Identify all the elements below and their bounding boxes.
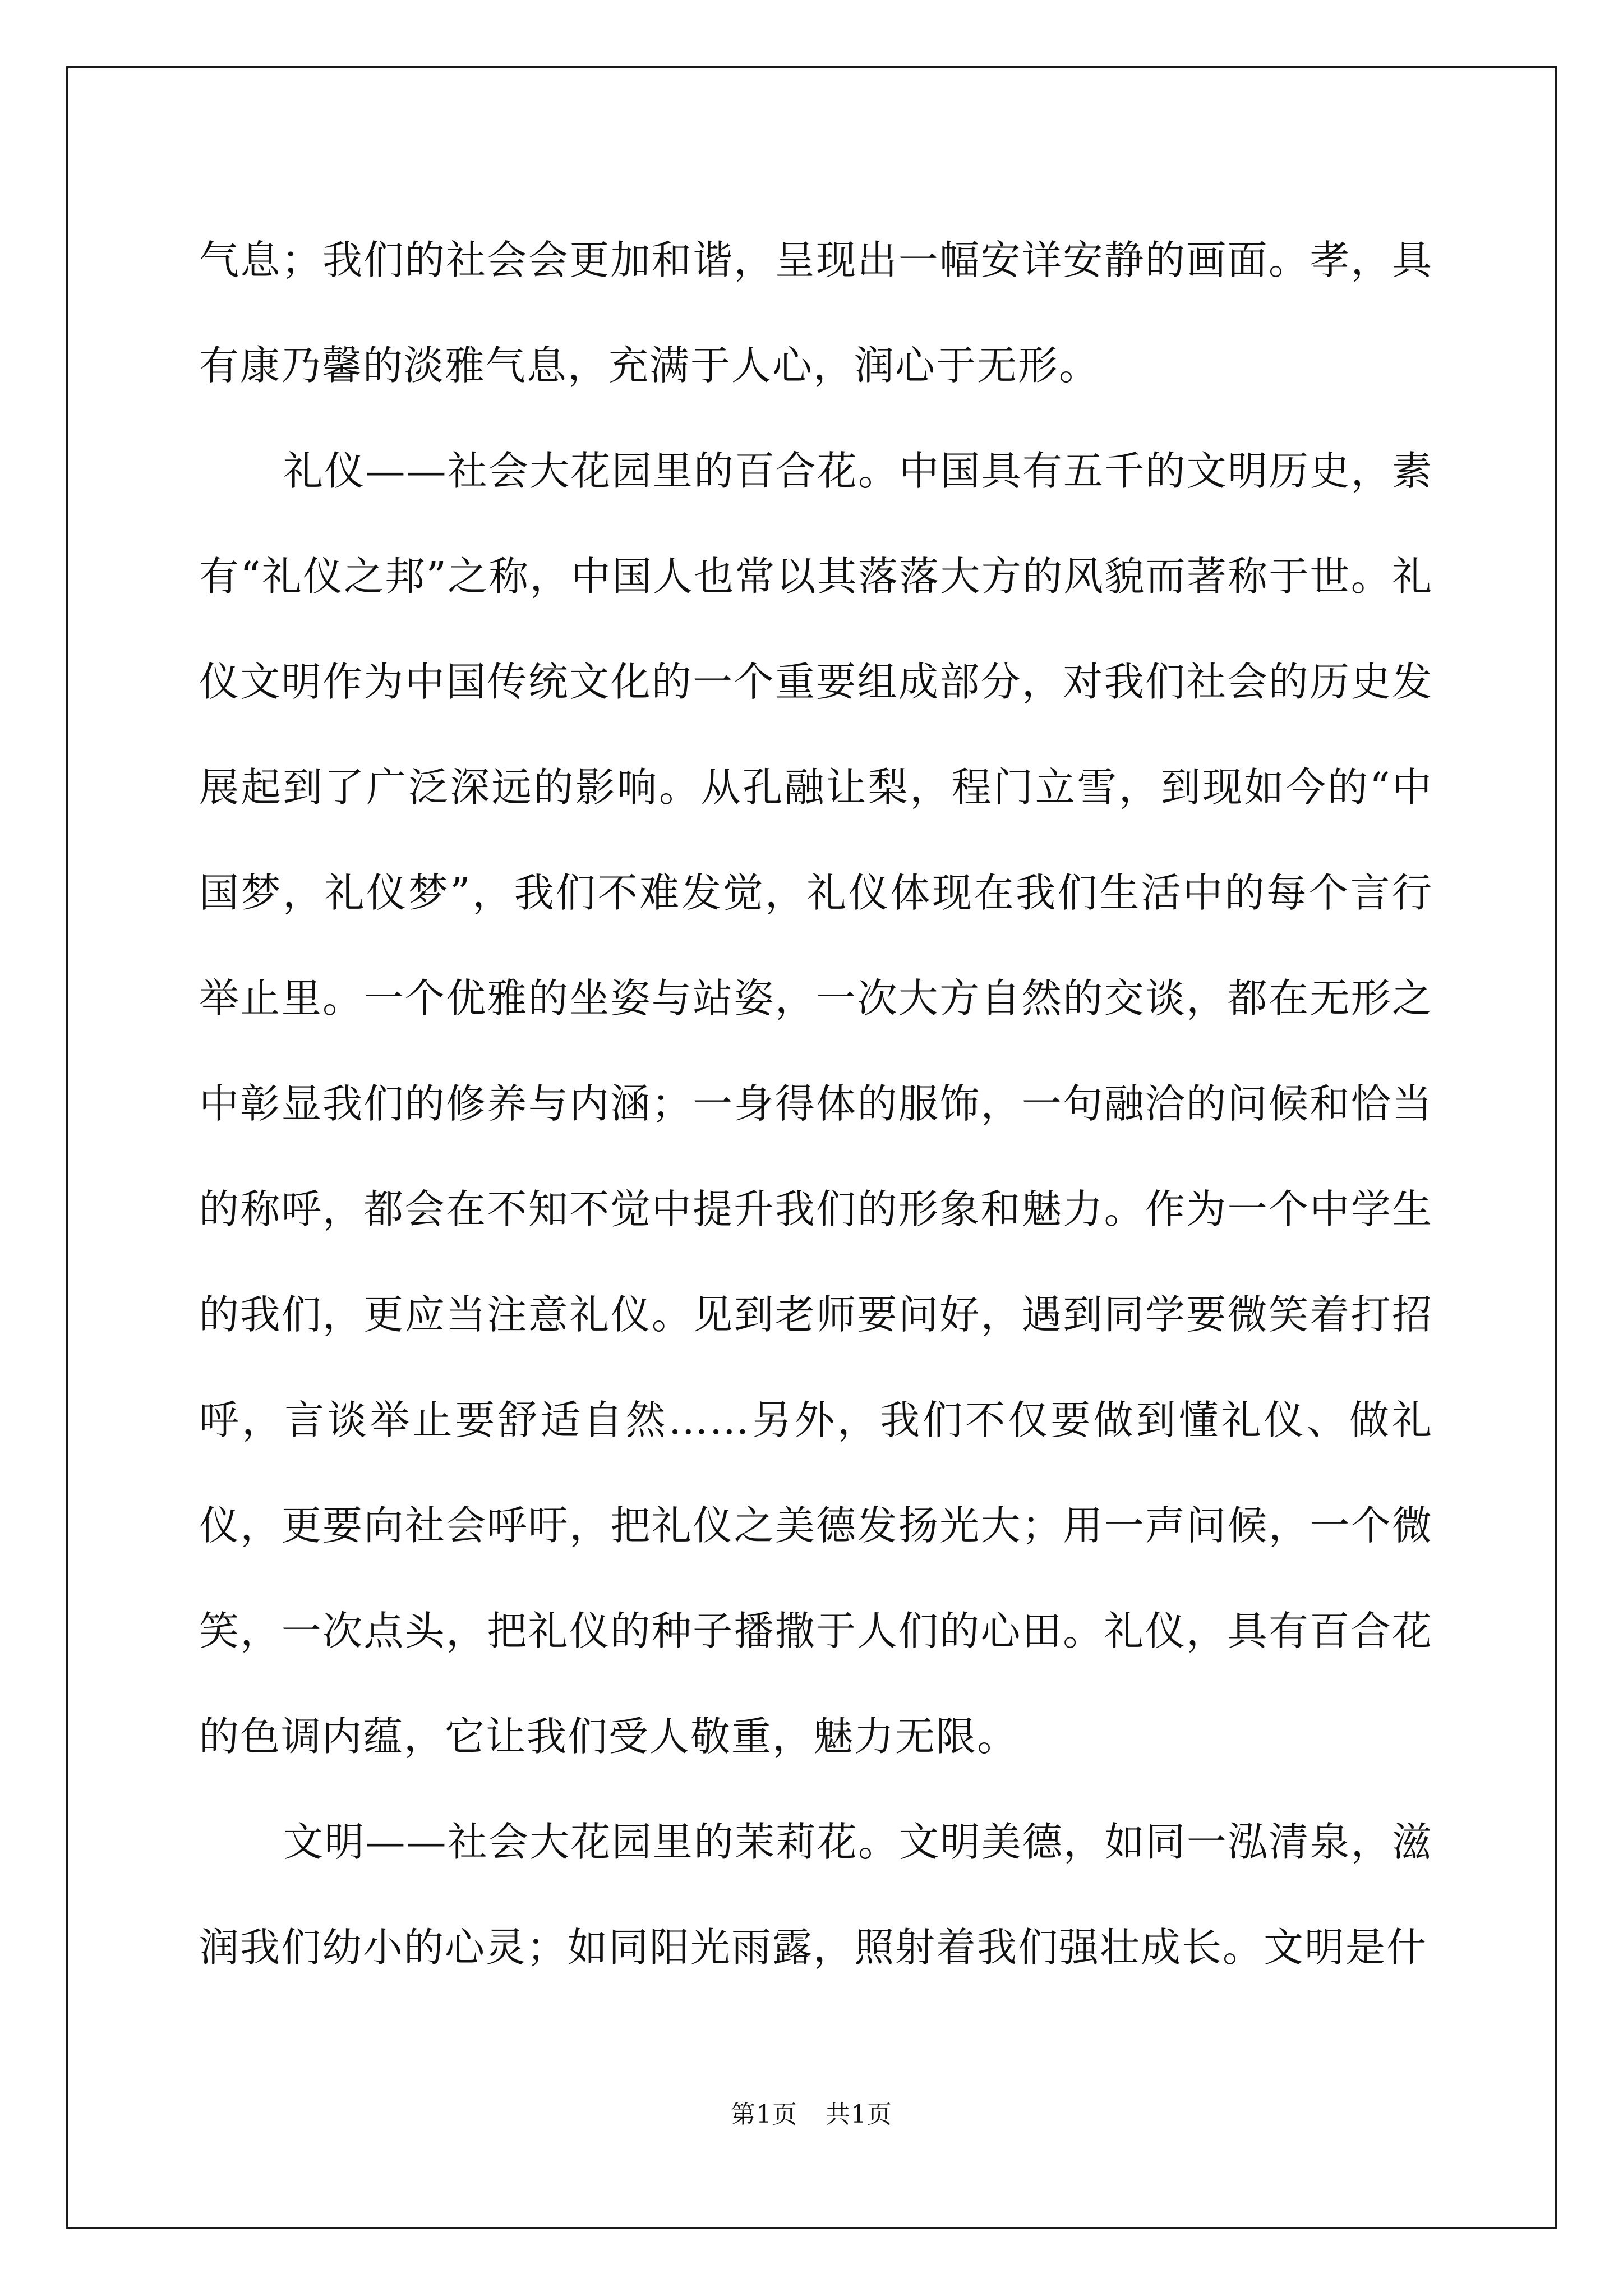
paragraph-2: 礼仪——社会大花园里的百合花。中国具有五千的文明历史，素有“礼仪之邦”之称，中国人也常以其落落大方的风貌而著称于世。礼仪文明作为中国传统文化的一个重要组成部分，对我们社会的历史发展起到了广泛深远的影响。从孔融让梨，程门立雪，到现如今的“中国梦，礼仪梦”，我们不难发觉，礼仪体现在我们生活中的每个言行举止里。一个优雅的坐姿与站姿，一次大方自然的交谈，都在无形之中彰显我们的修养与内涵；一身得体的服饰，一句融洽的问候和恰当的称呼，都会在不知不觉中提升我们的形象和魅力。作为一个中学生的我们，更应当注意礼仪。见到老师要问好，遇到同学要微笑着打招呼，言谈举止要舒适自然……另外，我们不仅要做到懂礼仪、做礼仪，更要向社会呼吁，把礼仪之美德发扬光大；用一声问候，一个微笑，一次点头，把礼仪的种子播撒于人们的心田。礼仪，具有百合花的色调内蕴，它让我们受人敬重，魅力无限。: [199, 448, 1433, 1760]
page-number-total: 共1页: [826, 2100, 892, 2129]
page-footer: [0, 2098, 1623, 2132]
paragraph-3: 文明——社会大花园里的茉莉花。文明美德，如同一泓清泉，滋润我们幼小的心灵；如同阳光雨露，照射着我们强壮成长。文明是什: [199, 1819, 1433, 1971]
paragraph-1: 气息；我们的社会会更加和谐，呈现出一幅安详安静的画面。孝，具有康乃馨的淡雅气息，充满于人心，润心于无形。: [199, 237, 1433, 389]
page-number-current: 第1页: [731, 2100, 797, 2129]
document-body: [199, 208, 1433, 2000]
